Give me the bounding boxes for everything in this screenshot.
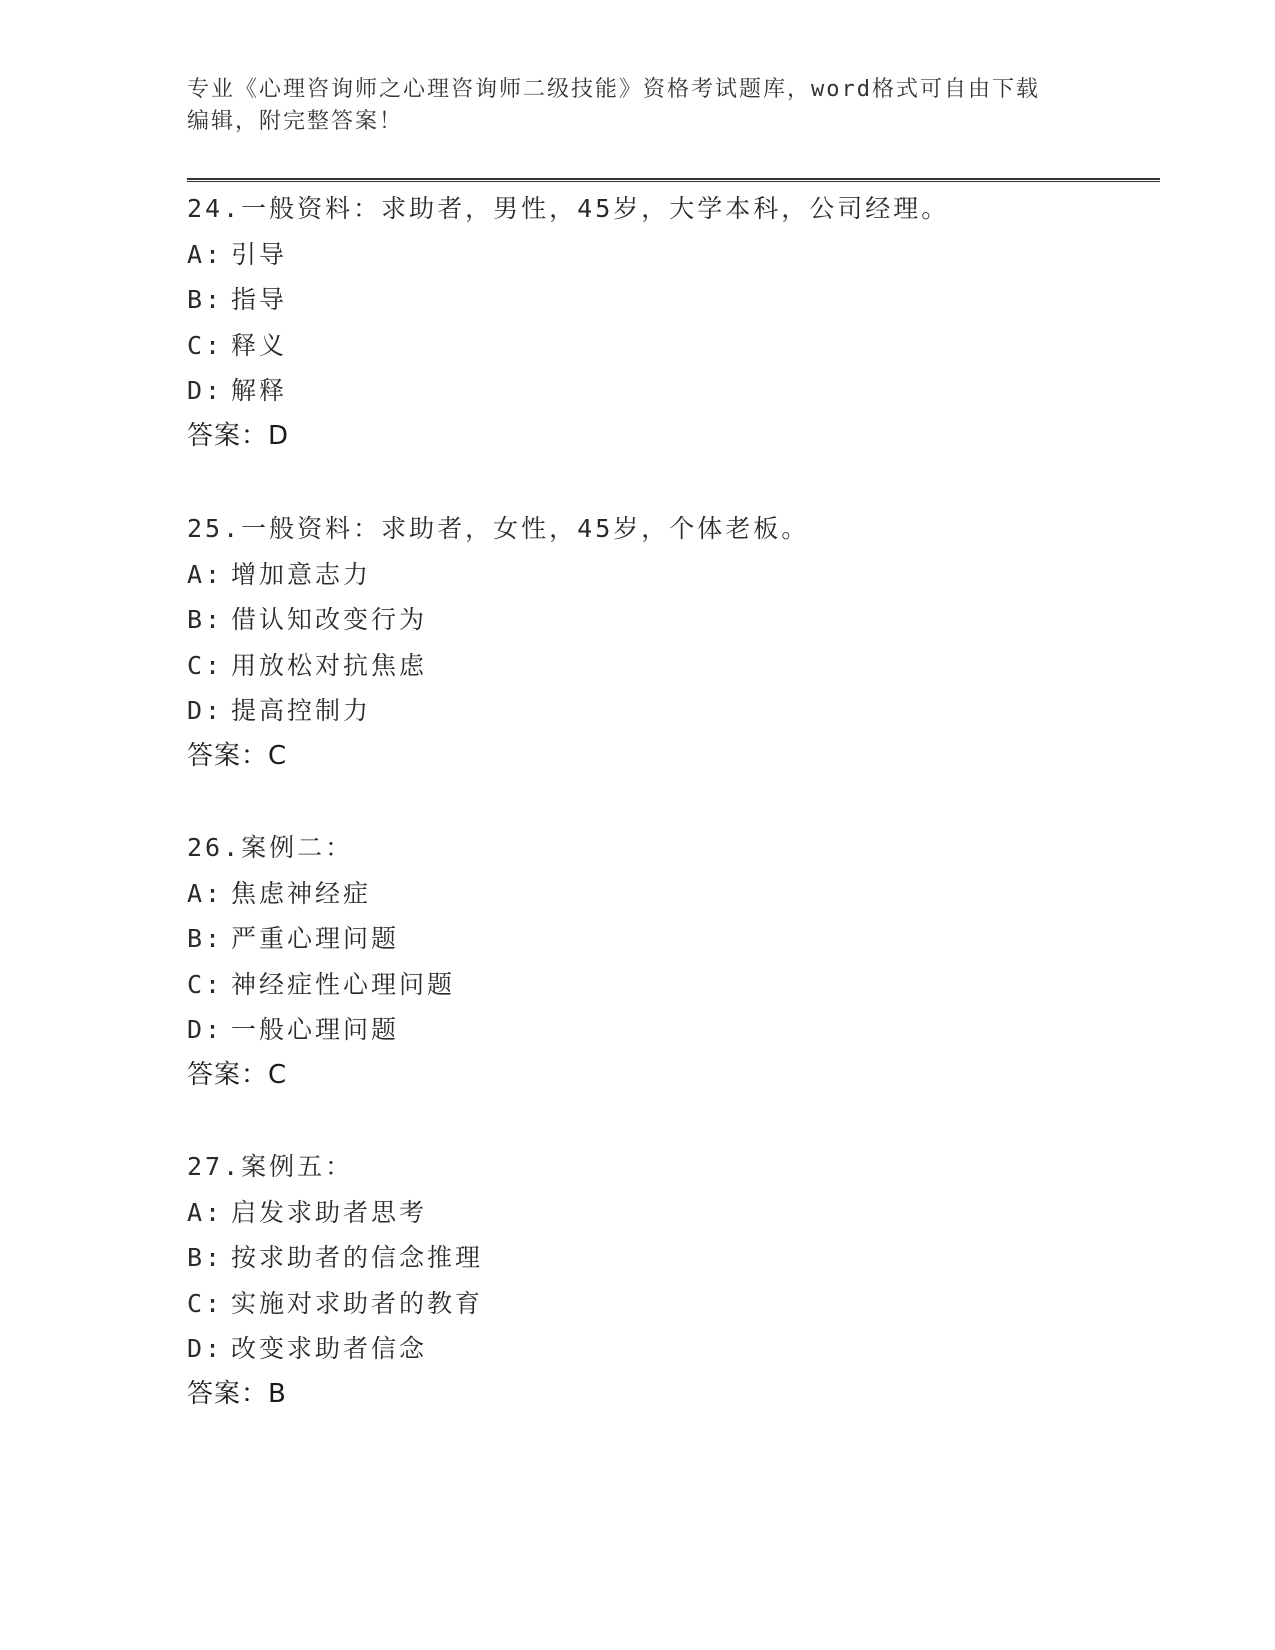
option-a (187, 871, 1137, 917)
question-stem: 24.一般资料：求助者，男性，45岁，大学本科，公司经理。 (187, 194, 950, 223)
question-27 (187, 1144, 1137, 1417)
option-a (187, 552, 1137, 598)
option-d (187, 1007, 1137, 1053)
option-d (187, 1326, 1137, 1372)
option-text: 解释 (231, 376, 288, 405)
question-stem: 25.一般资料：求助者，女性，45岁，个体老板。 (187, 514, 810, 543)
option-key: C: (187, 969, 224, 999)
answer-line: 答案：D (187, 420, 290, 451)
option-c (187, 1281, 1137, 1327)
option-key: D: (187, 1334, 224, 1363)
option-text: 用放松对抗焦虑 (231, 650, 428, 680)
option-text: 释义 (231, 330, 288, 360)
option-key: B: (187, 605, 224, 634)
question-stem: 26.案例二： (187, 833, 354, 862)
document-header (187, 74, 1087, 138)
option-b (187, 597, 1137, 643)
header-line-1: 专业《心理咨询师之心理咨询师二级技能》资格考试题库，word格式可自由下载 (187, 77, 1040, 102)
option-key: C: (187, 330, 224, 360)
answer-line: 答案：B (187, 1378, 287, 1409)
option-c (187, 962, 1137, 1008)
option-text: 改变求助者信念 (231, 1334, 428, 1363)
option-key: C: (187, 1288, 224, 1318)
question-stem: 27.案例五： (187, 1152, 354, 1181)
option-key: A: (187, 559, 224, 589)
question-24 (187, 186, 1137, 459)
option-a (187, 232, 1137, 278)
option-key: B: (187, 1243, 224, 1272)
option-b (187, 277, 1137, 323)
header-divider (187, 178, 1160, 182)
option-key: A: (187, 878, 224, 908)
option-key: B: (187, 285, 224, 314)
option-text: 一般心理问题 (231, 1015, 400, 1044)
option-text: 借认知改变行为 (231, 605, 428, 634)
option-b (187, 1235, 1137, 1281)
option-a (187, 1190, 1137, 1236)
option-key: C: (187, 650, 224, 680)
question-25 (187, 506, 1137, 779)
option-text: 神经症性心理问题 (231, 969, 456, 999)
option-text: 按求助者的信念推理 (231, 1243, 484, 1272)
answer-line: 答案：C (187, 1059, 288, 1090)
option-text: 引导 (231, 239, 288, 269)
option-text: 启发求助者思考 (231, 1197, 428, 1227)
option-key: A: (187, 1197, 224, 1227)
option-text: 指导 (231, 285, 288, 314)
option-d (187, 368, 1137, 414)
option-text: 严重心理问题 (231, 924, 400, 953)
option-key: D: (187, 376, 224, 405)
option-c (187, 323, 1137, 369)
option-text: 实施对求助者的教育 (231, 1288, 484, 1318)
option-key: A: (187, 239, 224, 269)
option-key: B: (187, 924, 224, 953)
option-key: D: (187, 1015, 224, 1044)
option-text: 焦虑神经症 (231, 878, 372, 908)
answer-line: 答案：C (187, 740, 288, 771)
option-key: D: (187, 696, 224, 725)
option-b (187, 916, 1137, 962)
option-text: 提高控制力 (231, 696, 372, 725)
question-26 (187, 825, 1137, 1098)
header-line-2: 编辑，附完整答案！ (187, 109, 404, 134)
option-c (187, 643, 1137, 689)
option-text: 增加意志力 (231, 559, 372, 589)
option-d (187, 688, 1137, 734)
